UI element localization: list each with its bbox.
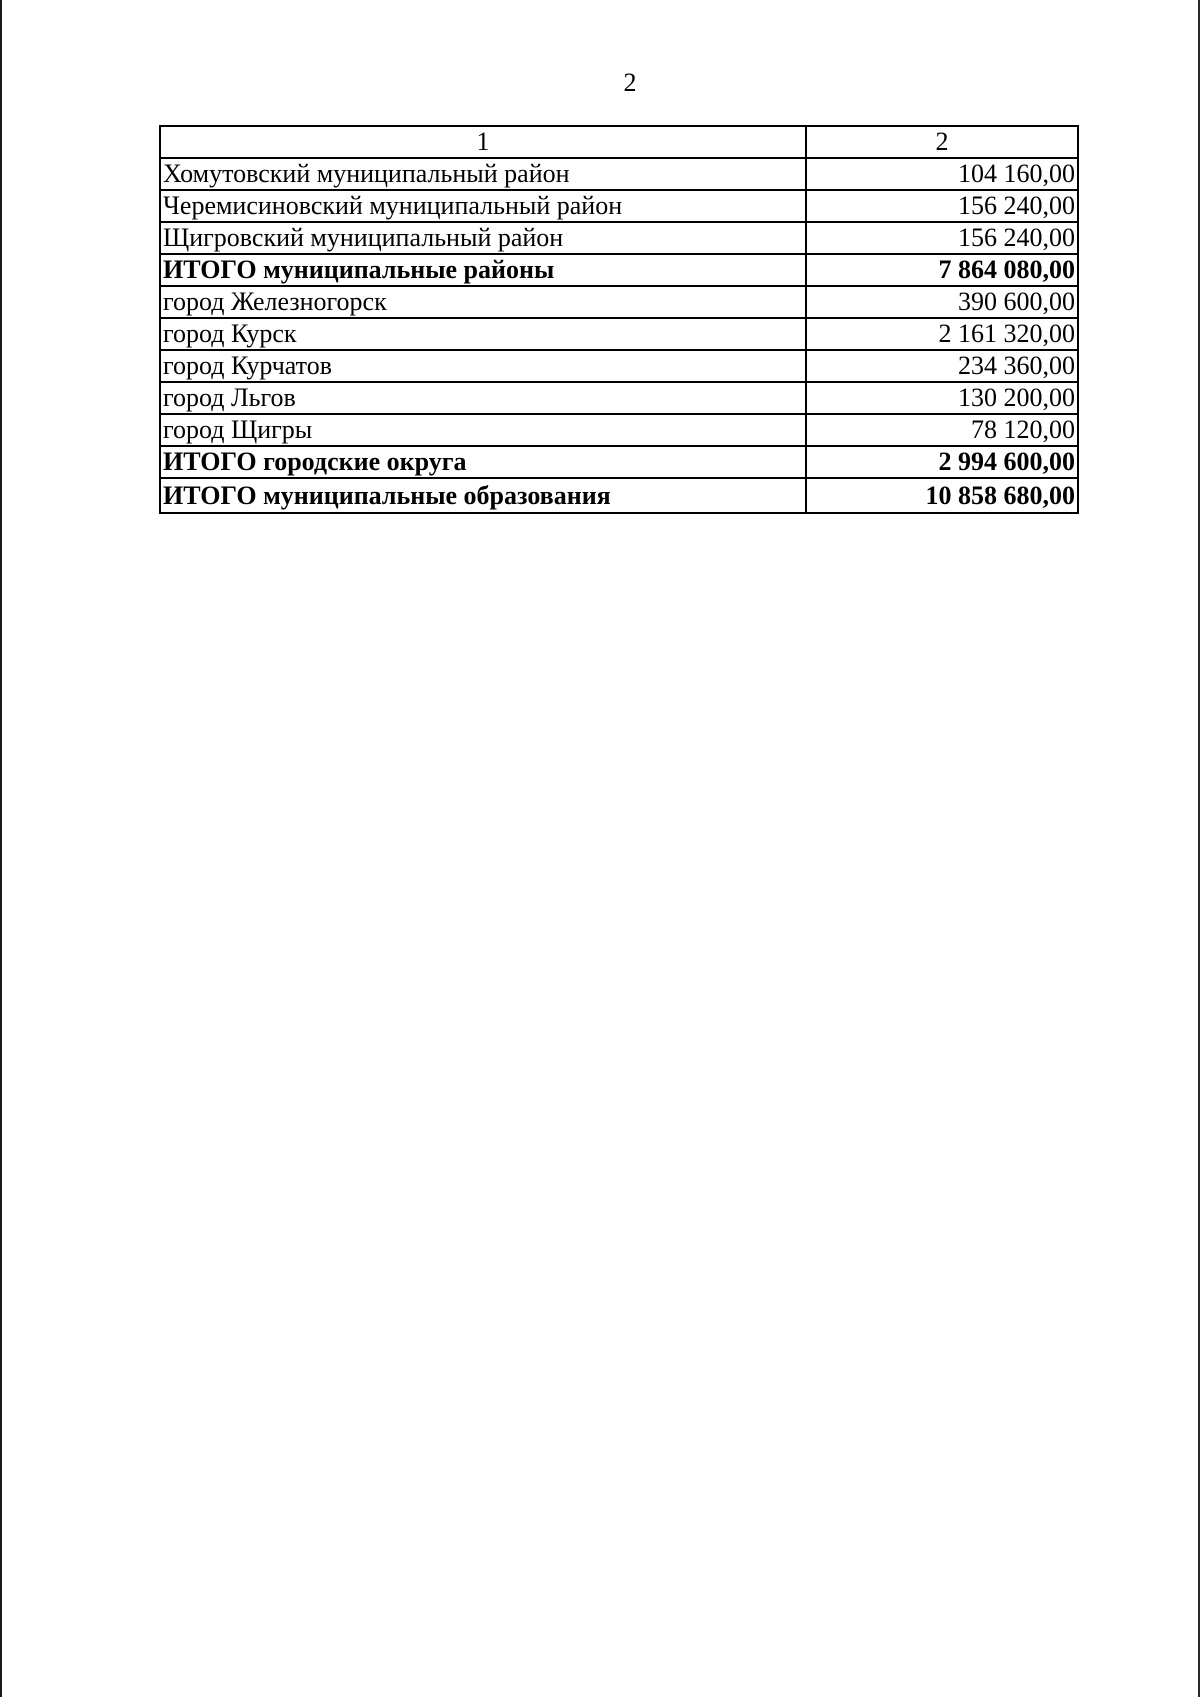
page-number: 2 <box>623 68 637 97</box>
amount-value: 390 600,00 <box>806 286 1078 318</box>
amount-value: 156 240,00 <box>806 190 1078 222</box>
scan-edge-left <box>0 0 2 1697</box>
table-header-row <box>160 126 1078 158</box>
grand-total-label: ИТОГО муниципальные образования <box>160 478 806 513</box>
municipality-name: Хомутовский муниципальный район <box>160 158 806 190</box>
subtotal-value: 7 864 080,00 <box>806 254 1078 286</box>
table-row <box>160 414 1078 446</box>
municipality-name: Щигровский муниципальный район <box>160 222 806 254</box>
table-row <box>160 222 1078 254</box>
table-row <box>160 190 1078 222</box>
allocation-table <box>159 125 1079 514</box>
table-row <box>160 286 1078 318</box>
table-row <box>160 158 1078 190</box>
column-number-1: 1 <box>160 126 806 158</box>
amount-value: 78 120,00 <box>806 414 1078 446</box>
subtotal-label: ИТОГО городские округа <box>160 446 806 478</box>
municipality-name: город Курчатов <box>160 350 806 382</box>
amount-value: 2 161 320,00 <box>806 318 1078 350</box>
subtotal-row-districts <box>160 254 1078 286</box>
municipality-name: город Льгов <box>160 382 806 414</box>
table-row <box>160 350 1078 382</box>
subtotal-value: 2 994 600,00 <box>806 446 1078 478</box>
grand-total-row <box>160 478 1078 513</box>
subtotal-label: ИТОГО муниципальные районы <box>160 254 806 286</box>
table-row <box>160 382 1078 414</box>
municipality-name: город Курск <box>160 318 806 350</box>
amount-value: 156 240,00 <box>806 222 1078 254</box>
municipality-name: Черемисиновский муниципальный район <box>160 190 806 222</box>
column-number-2: 2 <box>806 126 1078 158</box>
grand-total-value: 10 858 680,00 <box>806 478 1078 513</box>
amount-value: 130 200,00 <box>806 382 1078 414</box>
amount-value: 234 360,00 <box>806 350 1078 382</box>
subtotal-row-city-districts <box>160 446 1078 478</box>
amount-value: 104 160,00 <box>806 158 1078 190</box>
municipality-name: город Щигры <box>160 414 806 446</box>
table-row <box>160 318 1078 350</box>
municipality-name: город Железногорск <box>160 286 806 318</box>
